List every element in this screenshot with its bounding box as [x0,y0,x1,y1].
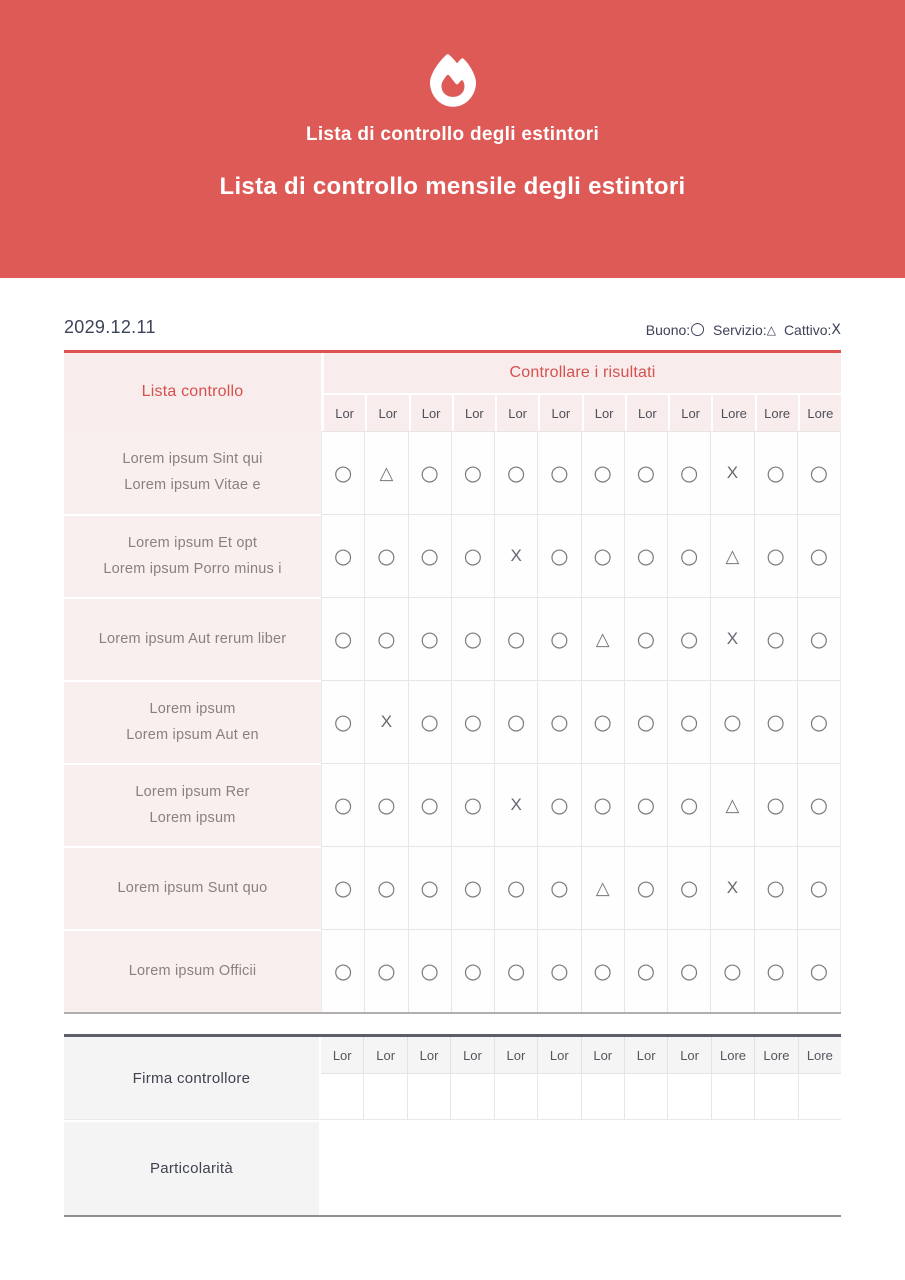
row-label [64,929,321,1012]
legend-bad [784,322,841,338]
signature-column-header: Lor [581,1037,624,1073]
signature-cell [798,1074,841,1119]
result-cells [321,514,841,597]
result-cell: ○ [754,847,797,929]
result-cell: ○ [581,515,624,597]
result-cell: ○ [667,764,710,846]
signature-row [64,1037,841,1120]
result-cell: ○ [408,847,451,929]
row-label-line: Lorem ipsum Porro minus i [103,561,282,577]
signature-cell [581,1074,624,1119]
row-label-line: Lorem ipsum Sunt quo [117,880,268,896]
result-cell: △ [710,764,753,846]
result-cell: ○ [451,598,494,680]
result-cell: ○ [624,681,667,763]
signature-column-header: Lor [624,1037,667,1073]
row-label [64,514,321,597]
signature-column-header: Lor [332,1047,352,1063]
result-cell: X [710,847,753,929]
signature-table [64,1034,841,1217]
result-cell: ○ [451,847,494,929]
service-symbol-icon: △ [766,322,776,337]
result-cell: ○ [408,930,451,1012]
result-cell: ○ [754,764,797,846]
signature-cell [711,1074,754,1119]
result-cell: ○ [364,764,407,846]
result-cell: ○ [451,681,494,763]
result-cell: ○ [537,432,580,514]
result-cell: ○ [797,515,840,597]
result-cell: ○ [797,930,840,1012]
result-cell: ○ [624,764,667,846]
result-cell: ○ [451,432,494,514]
legend-service-label: Servizio: [713,321,767,338]
table-row [64,597,841,680]
legend-good [646,321,705,338]
result-cell: ○ [333,461,353,485]
result-cell: ○ [537,681,580,763]
result-cell: ○ [581,681,624,763]
table-row [64,431,841,514]
result-cell: △ [581,847,624,929]
result-cells [321,929,841,1012]
row-label-line: Lorem ipsum Vitae e [124,477,261,493]
signature-column-header: Lor [407,1037,450,1073]
signature-cell [363,1074,406,1119]
result-cell: ○ [754,930,797,1012]
result-cell: ○ [754,432,797,514]
result-cell: ○ [581,432,624,514]
result-cell: ○ [710,681,753,763]
header-banner [0,0,905,278]
column-header: Lore [755,395,798,431]
result-cell: ○ [667,598,710,680]
result-cell: △ [581,598,624,680]
result-cell: ○ [624,598,667,680]
row-label-line: Lorem ipsum Officii [128,963,257,979]
result-cell: ○ [494,432,537,514]
result-cell: ○ [494,930,537,1012]
column-header: Lor [495,395,538,431]
good-symbol-icon: ○ [690,319,706,339]
signature-label: Firma controllore [64,1037,321,1119]
result-cell: △ [710,515,753,597]
result-cell: △ [364,432,407,514]
signature-column-headers [321,1037,841,1074]
result-cell: ○ [451,764,494,846]
result-cell: X [364,681,407,763]
result-cell: ○ [333,627,353,651]
result-cell: ○ [364,515,407,597]
signature-columns-group [321,1037,841,1119]
row-label-line: Lorem ipsum Rer [135,784,250,800]
column-header: Lor [538,395,581,431]
result-cell: ○ [537,515,580,597]
row-label-line: Lorem ipsum Sint qui [122,451,263,467]
result-cell: ○ [754,598,797,680]
signature-column-header: Lore [711,1037,754,1073]
signature-cell [494,1074,537,1119]
result-cell: ○ [364,847,407,929]
result-cell: ○ [333,544,353,568]
result-cell: X [710,598,753,680]
document-title: Lista di controllo mensile degli estintori [219,173,686,200]
bad-symbol-icon: X [831,321,841,338]
result-cell: ○ [333,959,353,983]
document-body [0,317,905,1217]
column-header: Lor [668,395,711,431]
row-label [64,763,321,846]
result-cell: X [494,515,537,597]
result-cell: ○ [408,764,451,846]
result-cell: ○ [408,432,451,514]
results-header-group [321,353,841,431]
result-cell: ○ [581,930,624,1012]
signature-cell [667,1074,710,1119]
result-cell: ○ [667,847,710,929]
legend-service [713,322,776,338]
result-cell: ○ [581,764,624,846]
checklist-table-header [64,353,841,431]
result-cells [321,597,841,680]
checklist-corner-header: Lista controllo [141,383,244,400]
result-cell: ○ [408,598,451,680]
legend-good-label: Buono: [645,321,691,338]
column-header: Lor [365,395,408,431]
meta-row [64,317,841,338]
notes-area [321,1120,841,1215]
results-header: Controllare i risultati [509,364,656,381]
flame-icon [430,54,476,107]
result-cells [321,763,841,846]
result-cells [321,431,841,514]
row-label [64,597,321,680]
result-cell: ○ [451,515,494,597]
row-label-line: Lorem ipsum Aut rerum liber [98,631,287,647]
result-cell: ○ [333,793,353,817]
result-cell: ○ [797,847,840,929]
document-subtitle: Lista di controllo degli estintori [305,124,600,145]
signature-cell [537,1074,580,1119]
table-row [64,763,841,846]
result-cell: ○ [364,598,407,680]
result-cell: ○ [797,598,840,680]
table-row [64,514,841,597]
signature-cell [407,1074,450,1119]
column-header: Lor [409,395,452,431]
result-cell: ○ [408,681,451,763]
column-headers [324,393,841,431]
result-cell: ○ [667,432,710,514]
inspection-date: 2029.12.11 [64,317,156,337]
table-row [64,929,841,1012]
result-cell: ○ [333,876,353,900]
result-cell: ○ [797,432,840,514]
result-cell: ○ [333,710,353,734]
result-cell: X [494,764,537,846]
result-cell: ○ [754,515,797,597]
row-label-line: Lorem ipsum Aut en [126,727,259,743]
result-cell: ○ [537,764,580,846]
result-cell: ○ [494,681,537,763]
signature-cell [624,1074,667,1119]
row-label [64,680,321,763]
signature-column-header: Lor [450,1037,493,1073]
row-label-line: Lorem ipsum [149,701,236,717]
signature-column-header: Lor [537,1037,580,1073]
column-header: Lore [798,395,841,431]
notes-label: Particolarità [64,1120,321,1215]
result-cells [321,680,841,763]
result-cell: ○ [624,847,667,929]
signature-column-header: Lor [363,1037,406,1073]
result-legend [646,321,841,338]
column-header: Lor [625,395,668,431]
signature-cells [321,1074,841,1119]
row-label [64,846,321,929]
row-label-line: Lorem ipsum Et opt [127,535,258,551]
result-cell: ○ [451,930,494,1012]
result-cell: ○ [364,930,407,1012]
signature-column-header: Lore [754,1037,797,1073]
result-cell: ○ [797,681,840,763]
result-cell: ○ [494,847,537,929]
row-label-line: Lorem ipsum [149,810,236,826]
result-cell: ○ [537,598,580,680]
result-cell: ○ [667,930,710,1012]
signature-cell [321,1074,363,1119]
table-row [64,680,841,763]
result-cell: ○ [797,764,840,846]
column-header: Lore [711,395,754,431]
signature-column-header: Lor [494,1037,537,1073]
signature-cell [450,1074,493,1119]
checklist-table-body [64,431,841,1012]
notes-row [64,1120,841,1215]
result-cells [321,846,841,929]
column-header: Lor [582,395,625,431]
result-cell: ○ [624,432,667,514]
result-cell: ○ [624,930,667,1012]
result-cell: ○ [667,515,710,597]
checklist-table [64,350,841,1014]
column-header: Lor [335,405,355,421]
signature-column-header: Lore [798,1037,841,1073]
result-cell: ○ [408,515,451,597]
result-cell: ○ [537,847,580,929]
table-row [64,846,841,929]
result-cell: ○ [667,681,710,763]
signature-cell [754,1074,797,1119]
legend-bad-label: Cattivo: [783,321,832,338]
result-cell: X [710,432,753,514]
column-header: Lor [452,395,495,431]
row-label [64,431,321,514]
result-cell: ○ [624,515,667,597]
result-cell: ○ [710,930,753,1012]
result-cell: ○ [537,930,580,1012]
result-cell: ○ [754,681,797,763]
signature-column-header: Lor [667,1037,710,1073]
result-cell: ○ [494,598,537,680]
